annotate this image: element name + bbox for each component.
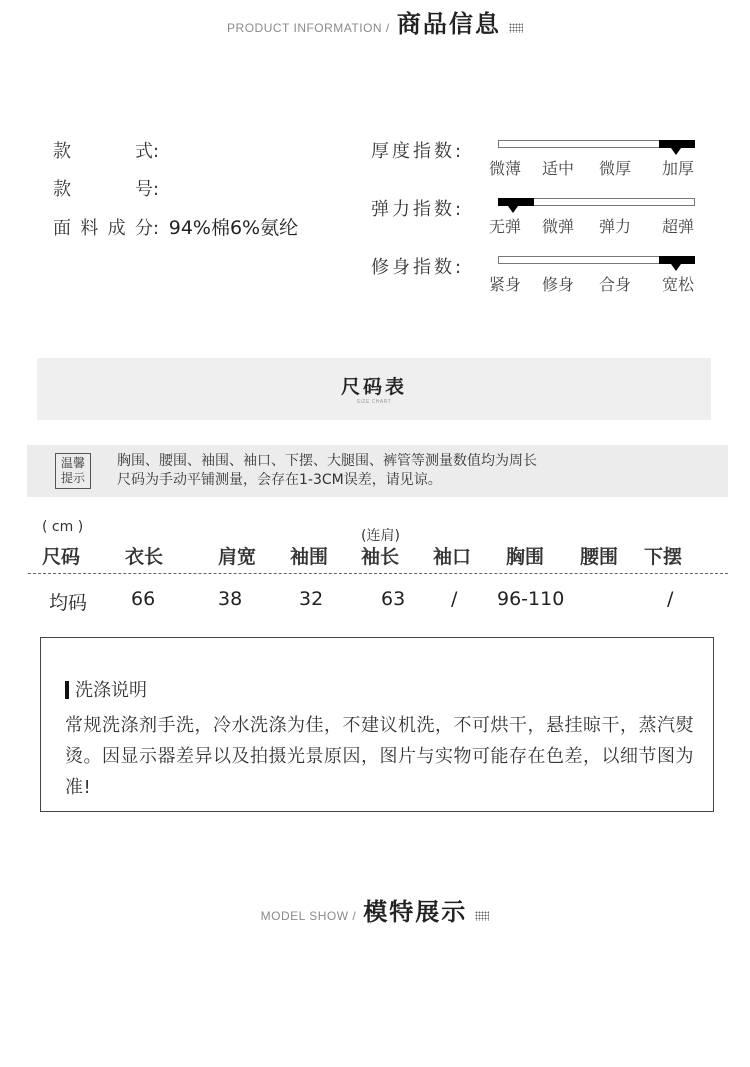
- tip-badge-line1: 温馨: [60, 456, 85, 470]
- size-chart-subtitle: SIZE CHART: [356, 399, 392, 405]
- fit-index-marker-icon: [671, 264, 681, 271]
- info-item-no-colon: :: [153, 179, 160, 200]
- column-header-waist: 腰围: [580, 546, 619, 568]
- table-cell-sleeve-length: 63: [381, 588, 406, 610]
- thickness-index-marker-icon: [671, 148, 681, 155]
- table-divider: [28, 573, 728, 574]
- info-item-no-label: 款号: [53, 179, 153, 200]
- tip-badge: [55, 453, 91, 489]
- product-info-header-en: PRODUCT INFORMATION /: [227, 21, 390, 35]
- table-cell-hem: /: [667, 588, 674, 610]
- tip-text: [117, 452, 537, 490]
- thickness-index-levels: [486, 156, 710, 178]
- elasticity-level: 超弹: [662, 217, 695, 236]
- model-show-header-en: MODEL SHOW /: [260, 909, 357, 923]
- elasticity-index-levels: [486, 214, 710, 236]
- thickness-index-bar: [498, 140, 695, 148]
- wash-instructions-box: [40, 637, 714, 812]
- size-tip-box: [27, 445, 728, 497]
- info-style-label: 款式: [53, 141, 153, 162]
- thickness-level: 适中: [542, 159, 575, 178]
- table-cell-sleeve-girth: 32: [299, 588, 324, 610]
- wash-title: [65, 676, 147, 702]
- fit-index-levels: [486, 272, 710, 294]
- thickness-level: 加厚: [662, 159, 695, 178]
- column-header-sleeve-girth: 袖围: [290, 546, 329, 568]
- column-header-sleeve-length: 袖长: [361, 546, 400, 568]
- info-fabric-value: 94%棉6%氨纶: [168, 217, 299, 239]
- elasticity-index-bar: [498, 198, 695, 206]
- tip-line-2: 尺码为手动平铺测量，会存在1-3CM误差，请见谅。: [117, 472, 442, 488]
- thickness-level: 微薄: [489, 159, 522, 178]
- size-chart-title: 尺码表: [340, 376, 407, 398]
- info-fabric-colon: :: [153, 218, 160, 239]
- table-cell-cuff: /: [451, 588, 458, 610]
- title-bar-decoration: [65, 681, 69, 699]
- elasticity-level: 无弹: [489, 217, 522, 236]
- elasticity-index-fill: [498, 198, 534, 206]
- info-row-fabric: [53, 213, 298, 240]
- column-header-chest: 胸围: [506, 546, 545, 568]
- wash-title-text: 洗涤说明: [75, 680, 147, 701]
- fit-level: 紧身: [489, 275, 522, 294]
- info-style-colon: :: [153, 141, 160, 162]
- thickness-index-label: 厚度指数:: [371, 141, 465, 162]
- info-fabric-label: 面料成分: [53, 218, 153, 239]
- fit-index-bar: [498, 256, 695, 264]
- dots-decoration-icon: [509, 23, 523, 33]
- table-cell-size: 均码: [49, 592, 88, 614]
- column-header-shoulder: 肩宽: [218, 546, 257, 568]
- thickness-index-fill: [659, 140, 695, 148]
- fit-level: 合身: [599, 275, 632, 294]
- tip-badge-line2: 提示: [60, 471, 85, 485]
- product-info-header: [0, 4, 750, 39]
- dots-decoration-icon: [475, 911, 489, 921]
- fit-index-fill: [659, 256, 695, 264]
- tip-line-1: 胸围、腰围、袖围、袖口、下摆、大腿围、裤管等测量数值均为周长: [117, 453, 537, 469]
- column-header-size: 尺码: [42, 546, 81, 568]
- elasticity-level: 弹力: [599, 217, 632, 236]
- table-unit: ( cm ): [42, 519, 84, 535]
- table-cell-shoulder: 38: [218, 588, 243, 610]
- model-show-header-zh: 模特展示: [363, 898, 468, 926]
- column-header-cuff: 袖口: [433, 546, 472, 568]
- fit-level: 修身: [542, 275, 575, 294]
- thickness-level: 微厚: [599, 159, 632, 178]
- table-cell-chest: 96-110: [497, 588, 565, 610]
- column-header-length: 衣长: [125, 546, 164, 568]
- elasticity-level: 微弹: [542, 217, 575, 236]
- elasticity-index-marker-icon: [508, 206, 518, 213]
- info-row-style: [53, 137, 163, 163]
- fit-level: 宽松: [662, 275, 695, 294]
- elasticity-index-label: 弹力指数:: [371, 199, 465, 220]
- sleeve-length-note: (连肩): [361, 528, 400, 544]
- fit-index-label: 修身指数:: [371, 257, 465, 278]
- model-show-header: [0, 892, 750, 927]
- size-chart-banner: [37, 358, 711, 420]
- info-row-item-no: [53, 175, 163, 201]
- product-info-header-zh: 商品信息: [396, 10, 501, 38]
- column-header-hem: 下摆: [644, 546, 683, 568]
- table-cell-length: 66: [131, 588, 156, 610]
- wash-text: 常规洗涤剂手洗，冷水洗涤为佳，不建议机洗，不可烘干，悬挂晾干，蒸汽熨烫。因显示器差异以及拍摄光景原因，图片与实物可能存在色差，以细节图为准!: [65, 715, 694, 798]
